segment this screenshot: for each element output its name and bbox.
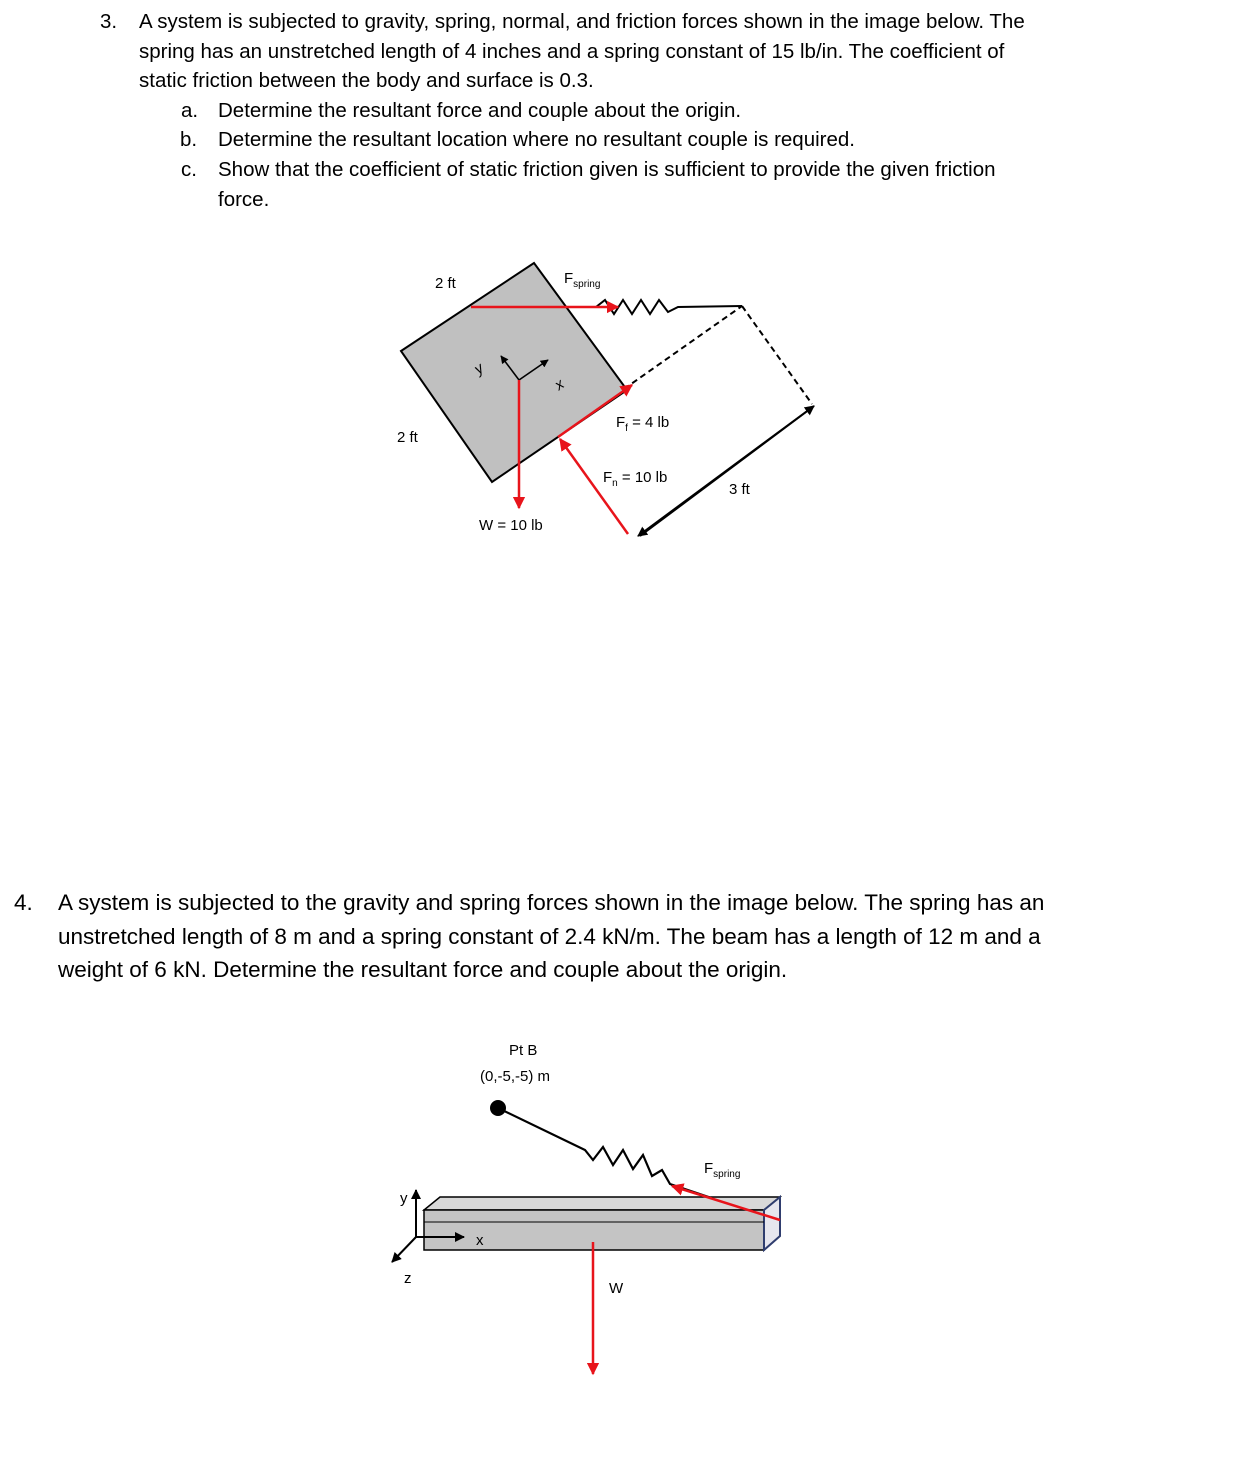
- figure-3: [397, 263, 814, 536]
- side-top-label: 2 ft: [435, 275, 456, 292]
- spring-4-force-label: $F_{spring}$: [704, 1160, 741, 1180]
- side-left-label: 2 ft: [397, 429, 418, 446]
- weight-4-label: W: [609, 1280, 624, 1297]
- normal-label: $F_n = 10$ lb: [603, 469, 668, 489]
- problem-3-line-1: A system is subjected to gravity, spring, normal, and friction forces shown in the image below. The: [139, 10, 1025, 33]
- point-b-name: Pt B: [509, 1042, 538, 1059]
- axis-z: [392, 1237, 416, 1262]
- problem-4-line-1: A system is subjected to the gravity and spring forces shown in the image below. The spring has an: [58, 890, 1045, 915]
- part-c-text-cont: force.: [218, 188, 270, 211]
- problem-3-number: 3.: [100, 10, 118, 33]
- point-b-coords: (0,-5,-5) m: [480, 1068, 551, 1085]
- axis-y-label: y: [400, 1190, 408, 1207]
- problem-3-line-2: spring has an unstretched length of 4 inches and a spring constant of 15 lb/in. The coefficient of: [139, 40, 1005, 63]
- part-a-text: Determine the resultant force and couple about the origin.: [218, 99, 742, 122]
- distance-label: 3 ft: [729, 481, 750, 498]
- part-c-text: Show that the coefficient of static friction given is sufficient to provide the given friction: [218, 158, 996, 181]
- local-y-label: y: [470, 359, 487, 379]
- part-b-text: Determine the resultant location where no resultant couple is required.: [218, 128, 855, 151]
- local-x-label: x: [551, 375, 568, 394]
- axis-z-label: z: [404, 1270, 412, 1287]
- part-a-letter: a.: [181, 99, 199, 122]
- dashed-guide-lower: [624, 306, 742, 389]
- friction-label: $F_f = 4$ lb: [616, 414, 670, 434]
- dashed-guide-upper: [742, 306, 812, 404]
- problem-4-line-2: unstretched length of 8 m and a spring constant of 2.4 kN/m. The beam has a length of 12 m and a: [58, 924, 1041, 949]
- spring-force-label: $F_{spring}$: [564, 270, 601, 290]
- problem-4-number: 4.: [14, 890, 33, 915]
- weight-label: W = 10 lb: [479, 517, 543, 534]
- axis-x-label: x: [476, 1232, 484, 1249]
- part-c-letter: c.: [181, 158, 197, 181]
- problem-3-line-3: static friction between the body and surface is 0.3.: [139, 69, 594, 92]
- normal-arrow: [560, 439, 628, 534]
- problem-4-line-3: weight of 6 kN. Determine the resultant force and couple about the origin.: [58, 957, 788, 982]
- figure-4: [392, 1042, 780, 1374]
- part-b-letter: b.: [180, 128, 198, 151]
